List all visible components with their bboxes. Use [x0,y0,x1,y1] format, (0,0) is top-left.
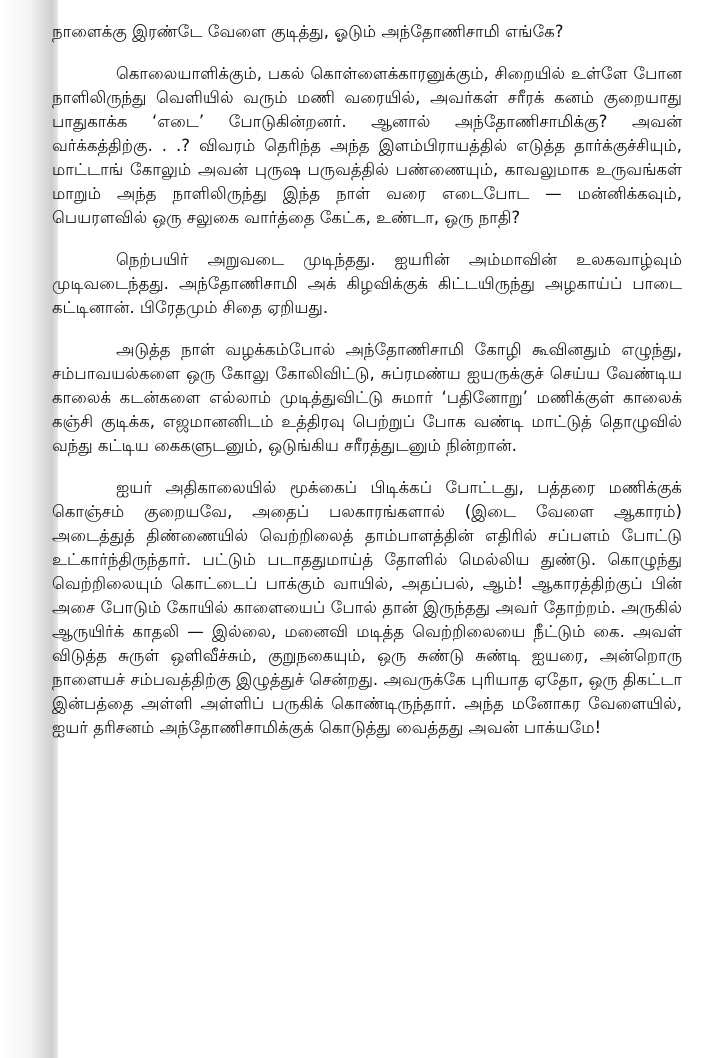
paragraph-4: அடுத்த நாள் வழக்கம்போல் அந்தோணிசாமி கோழி கூவினதும் எழுந்து, சம்பாவயல்களை ஒரு கோலு கோலிவிட்டு, சுப்ரமண்ய ஐயருக்குச் செய்ய வேண்டிய காலைக் கடன்களை எல்லாம் முடித்துவிட்டு சுமார் ‘பதினோறு’ மணிக்குள் காலைக் கஞ்சி குடிக்க, எஜமானனிடம் உத்திரவு பெற்றுப் போக வண்டி மாட்டுத் தொழுவில் வந்து கட்டிய கைகளுடனும், ஒடுங்கிய சரீரத்துடனும் நின்றான். [52,340,682,455]
paragraph-1: நாளைக்கு இரண்டே வேளை குடித்து, ஓடும் அந்தோணிசாமி எங்கே? [52,22,564,41]
scan-shadow-edge [0,0,58,1058]
paragraph-2: கொலையாளிக்கும், பகல் கொள்ளைக்காரனுக்கும், சிறையில் உள்ளே போன நாளிலிருந்து வெளியில் வரும் மணி வரையில், அவர்கள் சரீரக் கனம் குறையாது பாதுகாக்க ‘எடை’ போடுகின்றனர். ஆனால் அந்தோணிசாமிக்கு? அவன் வர்க்கத்திற்கு. . .? விவரம் தெரிந்த அந்த இளம்பிராயத்தில் எடுத்த தார்க்குச்சியும், மாட்டாங் கோலும் அவன் புருஷ பருவத்தில் பண்ணையும், காவலுமாக உருவங்கள் மாறும் அந்த நாளிலிருந்து இந்த நாள் வரை எடைபோட — மன்னிக்கவும், பெயரளவில் ஒரு சலுகை வார்த்தை கேட்க, உண்டா, ஒரு நாதி? [52,64,682,227]
paragraph-5: ஐயர் அதிகாலையில் மூக்கைப் பிடிக்கப் போட்டது, பத்தரை மணிக்குக் கொஞ்சம் குறையவே, அதைப் பலகாரங்களால் (இடை வேளை ஆகாரம்) அடைத்துத் திண்ணையில் வெற்றிலைத் தாம்பாளத்தின் எதிரில் சப்பளம் போட்டு உட்கார்ந்திருந்தார். பட்டும் படாததுமாய்த் தோளில் மெல்லிய துண்டு. கொழுந்து வெற்றிலையும் கொட்டைப் பாக்கும் வாயில், அதப்பல், ஆம்! ஆகாரத்திற்குப் பின் அசை போடும் கோயில் காளையைப் போல் தான் இருந்தது அவர் தோற்றம். அருகில் ஆருயிர்க் காதலி — இல்லை, மனைவி மடித்த வெற்றிலையை நீட்டும் கை. அவள் விடுத்த சுருள் ஒளிவீச்சும், குறுநகையும், ஒரு சுண்டு சுண்டி ஐயரை, அன்றொரு நாளையச் சம்பவத்திற்கு இழுத்துச் சென்றது. அவருக்கே புரியாத ஏதோ, ஒரு திகட்டா இன்பத்தை அள்ளி அள்ளிப் பருகிக் கொண்டிருந்தார். அந்த மனோகர வேளையில், ஐயர் தரிசனம் அந்தோணிசாமிக்குக் கொடுத்து வைத்தது அவன் பாக்யமே! [52,478,682,737]
paragraph-3: நெற்பயிர் அறுவடை முடிந்தது. ஐயரின் அம்மாவின் உலகவாழ்வும் முடிவடைந்தது. அந்தோணிசாமி அக் கிழவிக்குக் கிட்டயிருந்து அழகாய்ப் பாடை கட்டினான். பிரேதமும் சிதை ஏறியது. [52,250,682,317]
book-page [52,20,682,1040]
